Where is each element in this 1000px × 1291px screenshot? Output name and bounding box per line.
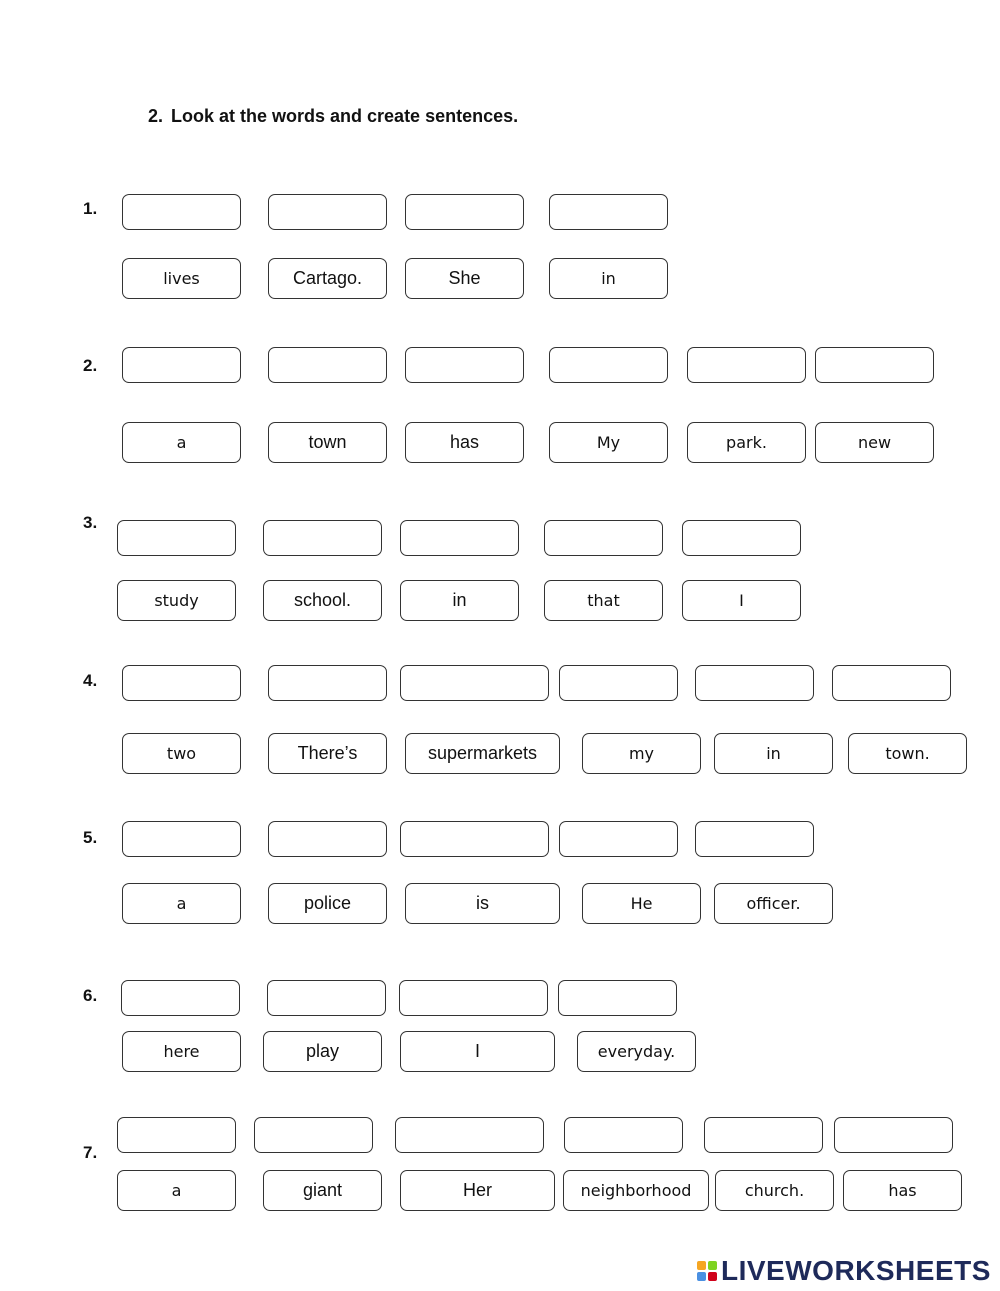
word-tile[interactable]: is xyxy=(405,883,560,924)
answer-slot[interactable] xyxy=(559,665,678,701)
word-tile[interactable]: has xyxy=(843,1170,962,1211)
answer-slot[interactable] xyxy=(122,821,241,857)
word-tile[interactable]: My xyxy=(549,422,668,463)
answer-slot[interactable] xyxy=(117,520,236,556)
answer-slot[interactable] xyxy=(549,347,668,383)
word-tile[interactable]: supermarkets xyxy=(405,733,560,774)
word-tile[interactable]: lives xyxy=(122,258,241,299)
answer-slot[interactable] xyxy=(122,347,241,383)
answer-slot[interactable] xyxy=(405,194,524,230)
question-1-number: 1. xyxy=(83,199,98,218)
word-tile[interactable]: She xyxy=(405,258,524,299)
question-7-number: 7. xyxy=(83,1143,98,1162)
answer-slot[interactable] xyxy=(268,665,387,701)
answer-slot[interactable] xyxy=(704,1117,823,1153)
logo-mark-icon xyxy=(697,1261,717,1281)
answer-slot[interactable] xyxy=(399,980,548,1016)
answer-slot[interactable] xyxy=(267,980,386,1016)
answer-slot[interactable] xyxy=(544,520,663,556)
answer-slot[interactable] xyxy=(832,665,951,701)
question-5-number: 5. xyxy=(83,828,98,847)
word-tile[interactable]: study xyxy=(117,580,236,621)
liveworksheets-logo xyxy=(697,1257,991,1285)
question-4-number: 4. xyxy=(83,671,98,690)
word-tile[interactable]: neighborhood xyxy=(563,1170,709,1211)
word-tile[interactable]: He xyxy=(582,883,701,924)
word-tile[interactable]: in xyxy=(714,733,833,774)
answer-slot[interactable] xyxy=(268,821,387,857)
answer-slot[interactable] xyxy=(122,665,241,701)
word-tile[interactable]: in xyxy=(549,258,668,299)
word-tile[interactable]: There’s xyxy=(268,733,387,774)
word-tile[interactable]: police xyxy=(268,883,387,924)
answer-slot[interactable] xyxy=(263,520,382,556)
answer-slot[interactable] xyxy=(695,665,814,701)
answer-slot[interactable] xyxy=(117,1117,236,1153)
word-tile[interactable]: new xyxy=(815,422,934,463)
answer-slot[interactable] xyxy=(254,1117,373,1153)
word-tile[interactable]: has xyxy=(405,422,524,463)
answer-slot[interactable] xyxy=(268,347,387,383)
word-tile[interactable]: school. xyxy=(263,580,382,621)
word-tile[interactable]: a xyxy=(122,422,241,463)
word-tile[interactable]: officer. xyxy=(714,883,833,924)
question-3-number: 3. xyxy=(83,513,98,532)
answer-slot[interactable] xyxy=(405,347,524,383)
answer-slot[interactable] xyxy=(549,194,668,230)
answer-slot[interactable] xyxy=(558,980,677,1016)
answer-slot[interactable] xyxy=(400,665,549,701)
word-tile[interactable]: I xyxy=(682,580,801,621)
answer-slot[interactable] xyxy=(400,821,549,857)
word-tile[interactable]: here xyxy=(122,1031,241,1072)
answer-slot[interactable] xyxy=(834,1117,953,1153)
word-tile[interactable]: Her xyxy=(400,1170,555,1211)
answer-slot[interactable] xyxy=(395,1117,544,1153)
word-tile[interactable]: church. xyxy=(715,1170,834,1211)
question-6-number: 6. xyxy=(83,986,98,1005)
word-tile[interactable]: Cartago. xyxy=(268,258,387,299)
answer-slot[interactable] xyxy=(687,347,806,383)
answer-slot[interactable] xyxy=(268,194,387,230)
instruction-text: Look at the words and create sentences. xyxy=(171,106,519,126)
word-tile[interactable]: everyday. xyxy=(577,1031,696,1072)
word-tile[interactable]: a xyxy=(117,1170,236,1211)
word-tile[interactable]: town xyxy=(268,422,387,463)
word-tile[interactable]: that xyxy=(544,580,663,621)
answer-slot[interactable] xyxy=(121,980,240,1016)
word-tile[interactable]: giant xyxy=(263,1170,382,1211)
logo-text: LIVEWORKSHEETS xyxy=(721,1255,991,1286)
question-2-number: 2. xyxy=(83,356,98,375)
word-tile[interactable]: a xyxy=(122,883,241,924)
word-tile[interactable]: in xyxy=(400,580,519,621)
answer-slot[interactable] xyxy=(695,821,814,857)
word-tile[interactable]: town. xyxy=(848,733,967,774)
word-tile[interactable]: park. xyxy=(687,422,806,463)
word-tile[interactable]: two xyxy=(122,733,241,774)
word-tile[interactable]: my xyxy=(582,733,701,774)
word-tile[interactable]: play xyxy=(263,1031,382,1072)
word-tile[interactable]: I xyxy=(400,1031,555,1072)
instruction-heading xyxy=(148,106,518,127)
answer-slot[interactable] xyxy=(559,821,678,857)
answer-slot[interactable] xyxy=(815,347,934,383)
answer-slot[interactable] xyxy=(122,194,241,230)
answer-slot[interactable] xyxy=(564,1117,683,1153)
answer-slot[interactable] xyxy=(400,520,519,556)
instruction-number: 2. xyxy=(148,106,164,126)
answer-slot[interactable] xyxy=(682,520,801,556)
